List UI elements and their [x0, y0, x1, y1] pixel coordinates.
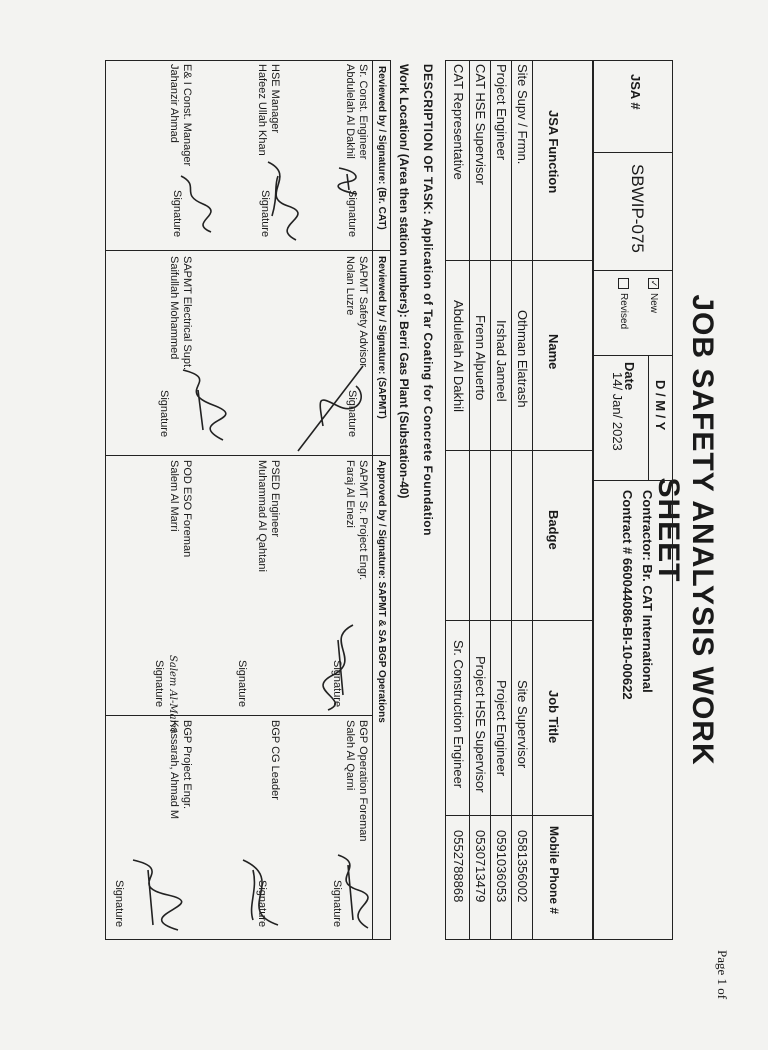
header-mobile: Mobile Phone #	[547, 826, 561, 915]
signature-mark	[171, 170, 221, 240]
signatory-block	[255, 460, 281, 572]
signature-mark	[293, 356, 378, 456]
signature-mark	[168, 360, 243, 455]
new-label: New	[647, 293, 659, 314]
row-name: Othman Elatrash	[515, 310, 530, 408]
signature-label: Signature	[158, 390, 170, 438]
signature-label: Signature	[171, 190, 183, 238]
signatory-name: Salem Al Marri	[168, 460, 180, 532]
signatory-block	[167, 720, 193, 819]
review-header-sapmt: Reviewed by / Signature: (SAPMT)	[376, 256, 387, 419]
row-name: Irshad Jameel	[494, 320, 509, 402]
signatory-title: PSED Engineer	[269, 460, 281, 538]
signature-mark	[313, 620, 373, 715]
signature-label: Signature	[346, 190, 358, 238]
signatory-block	[343, 256, 369, 367]
signatory-block	[167, 256, 193, 370]
signatory-title: HSE Manager	[269, 64, 281, 134]
signatory-block	[343, 64, 369, 159]
signatory-title: Sr. Const. Engineer	[357, 64, 369, 160]
header-name: Name	[546, 334, 561, 370]
row-mobile: 0581356002	[515, 830, 530, 903]
signatory-title: BGP CG Leader	[269, 720, 281, 800]
signature-label: Signature	[113, 880, 125, 928]
contract-number: Contract # 660044086-BI-10-00622	[620, 490, 635, 700]
header-badge: Badge	[546, 510, 561, 550]
signature-mark	[228, 850, 293, 935]
task-label: DESCRIPTION OF TASK:	[421, 64, 435, 216]
header-job-title: Job Title	[546, 690, 561, 744]
signature-label: Signature	[236, 660, 248, 708]
revised-checkbox[interactable]	[618, 278, 629, 289]
page-number: Page 1 of	[715, 950, 730, 1000]
document-title: JOB SAFETY ANALYSIS WORK SHEET	[652, 294, 719, 766]
signatory-block	[255, 64, 281, 156]
row-function: CAT HSE Supervisor	[473, 64, 488, 185]
signatory-title: SAPMT Sr. Project Engr.	[357, 460, 369, 581]
row-function: Site Supv / Frmn.	[515, 64, 530, 165]
signature-label: Signature	[259, 190, 271, 238]
signature-mark	[318, 850, 378, 935]
date-format-label: D / M / Y	[653, 380, 668, 431]
signature-mark	[113, 850, 193, 935]
signatory-name: Jahanzir Ahmad	[168, 64, 180, 143]
revised-option[interactable]	[618, 278, 629, 329]
jsa-number: SBWIP-075	[628, 164, 647, 253]
task-value: Application of Tar Coating for Concrete Foundation	[421, 218, 435, 536]
row-job-title: Project Engineer	[494, 680, 509, 777]
location-value: Berri Gas Plant (Substation-40)	[397, 321, 411, 499]
signatory-block	[268, 720, 281, 800]
work-location	[397, 64, 411, 499]
new-option[interactable]	[648, 278, 659, 313]
signature-mark	[248, 156, 308, 246]
signature-label: Signature	[153, 660, 165, 708]
task-description	[421, 64, 435, 536]
signatory-title: E& I Const. Manager	[181, 64, 193, 167]
revised-label: Revised	[617, 293, 629, 330]
signature-label: Signature	[331, 660, 343, 708]
signatory-name: Abdulelah Al Dakhil	[344, 64, 356, 159]
row-name: Frenn Alpuerto	[473, 315, 488, 401]
signatory-name: Saleh Al Qarni	[344, 720, 356, 791]
signatory-block	[343, 460, 369, 580]
signature-label: Signature	[331, 880, 343, 928]
signatory-title: POD ESO Foreman	[181, 460, 193, 558]
location-label: Work Location/ (Area then station numbers):	[397, 64, 411, 318]
row-function: CAT Representative	[451, 64, 466, 180]
header-function: JSA Function	[546, 110, 561, 194]
signature-label: Signature	[346, 390, 358, 438]
signatory-name: Muhammad Al Qahtani	[256, 460, 268, 572]
signatory-block	[167, 64, 193, 166]
signatory-block	[167, 460, 193, 557]
date-value: 14/ Jan/ 2023	[610, 372, 625, 451]
row-name: Abdulelah Al Dakhil	[451, 300, 466, 413]
row-mobile: 0530713479	[473, 830, 488, 903]
signatory-title: SAPMT Safety Advisor	[357, 256, 369, 368]
row-function: Project Engineer	[494, 64, 509, 161]
new-checkbox[interactable]: ✓	[649, 279, 659, 288]
signatory-name: Faraj Al Enezi	[344, 460, 356, 528]
review-header-cat: Reviewed by / Signature: (Br. CAT)	[376, 66, 387, 230]
jsa-label: JSA #	[628, 74, 643, 110]
signatory-name: Saifullah Mohammed	[168, 256, 180, 360]
row-mobile: 0552788868	[451, 830, 466, 903]
signature-mark	[329, 160, 369, 200]
signatory-block	[343, 720, 369, 841]
personnel-table	[445, 60, 593, 940]
row-job-title: Project HSE Supervisor	[473, 656, 488, 793]
signatory-title: SAPMT Electrical Supt.	[181, 256, 193, 371]
signatory-name: Nolan Luzre	[344, 256, 356, 316]
row-job-title: Sr. Construction Engineer	[451, 640, 466, 789]
signatory-title: BGP Operation Foreman	[357, 720, 369, 842]
date-label: Date	[622, 362, 637, 391]
contractor-line: Contractor: Br. CAT International	[640, 490, 655, 693]
signatory-name: Kassarah, Ahmad M	[168, 720, 180, 820]
signature-label: Signature	[256, 880, 268, 928]
signatory-name: Hafeez Ullah Khan	[256, 64, 268, 156]
approved-header: Approved by / Signature: SAPMT & SA BGP Operations	[376, 460, 387, 723]
signatory-title: BGP Project Engr.	[181, 720, 193, 810]
row-job-title: Site Supervisor	[515, 680, 530, 769]
row-mobile: 0591036053	[494, 830, 509, 903]
handwritten-note: Salem Al-Marri	[167, 655, 178, 733]
jsa-worksheet	[105, 60, 719, 940]
